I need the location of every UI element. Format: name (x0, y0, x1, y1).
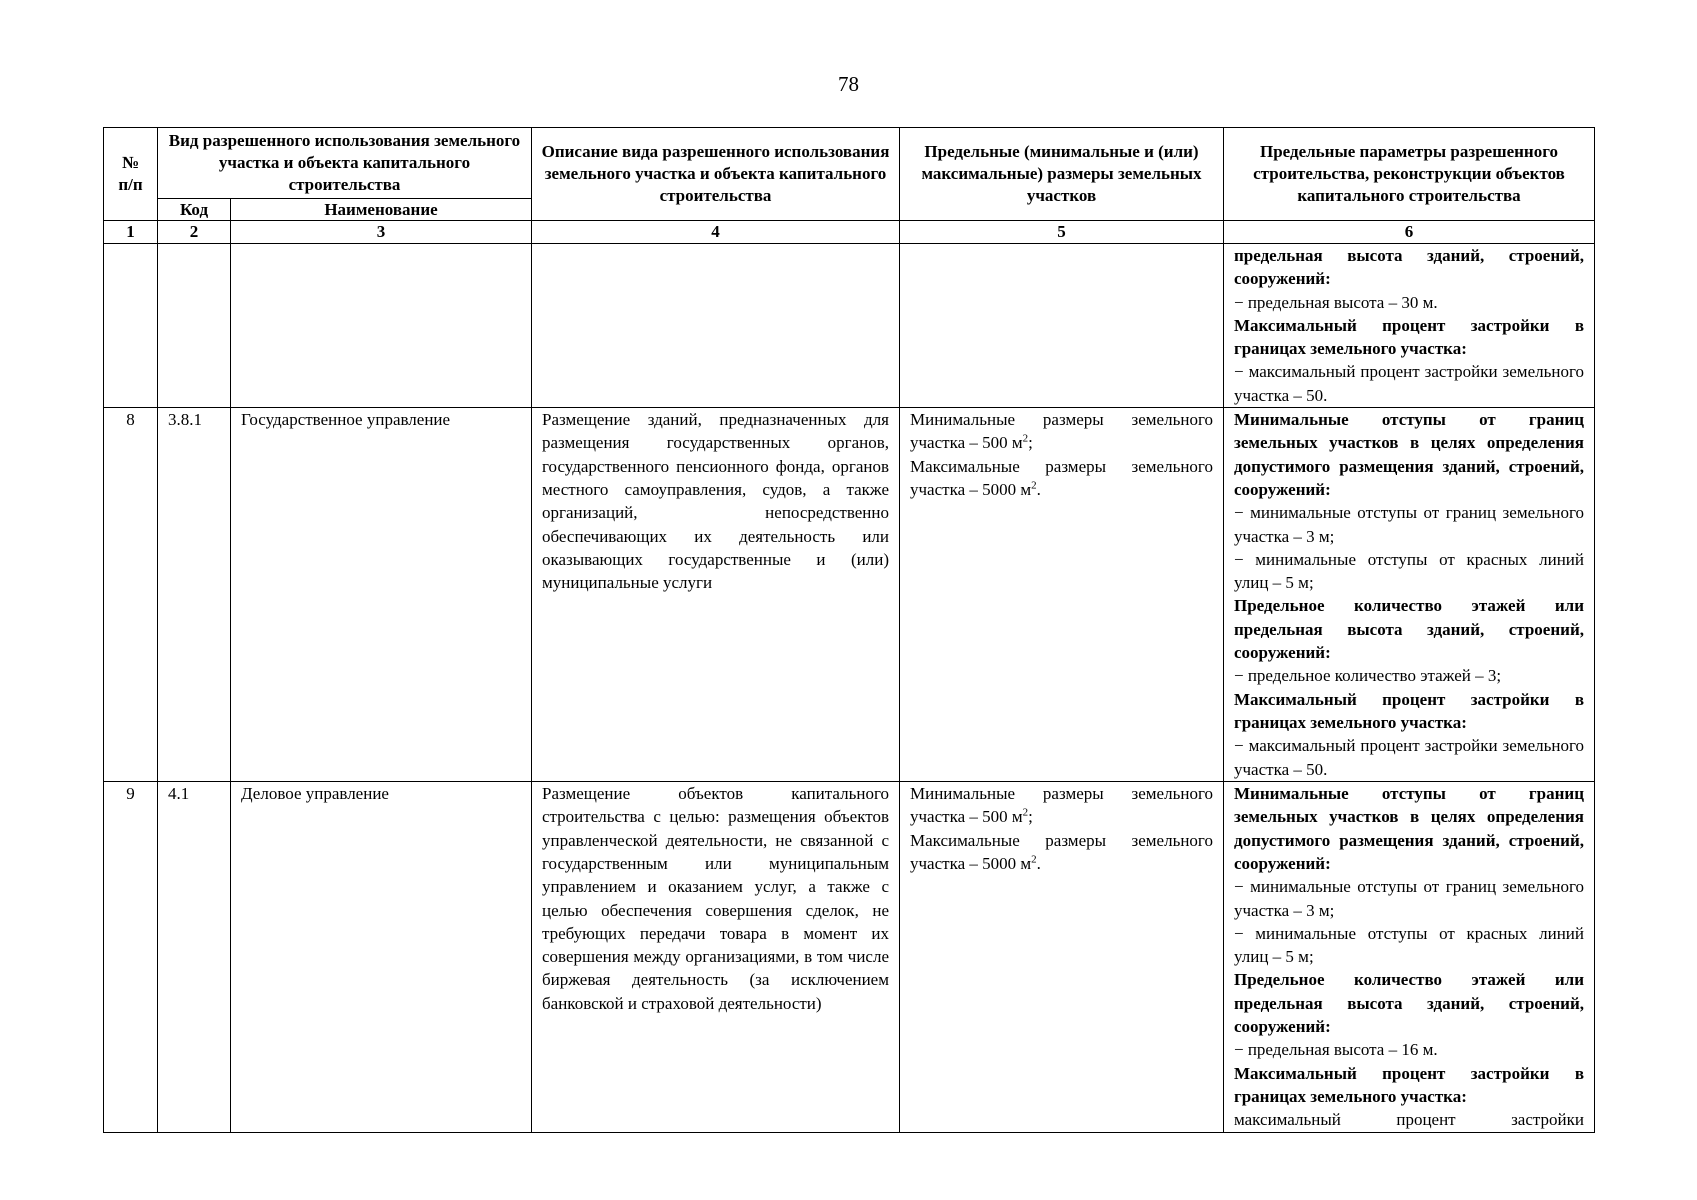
size-min-text: Минимальные размеры земельного участка – 500 м (910, 410, 1213, 453)
param-line: − максимальный процент застройки земельного участка – 50. (1234, 362, 1584, 405)
size-min-end: ; (1028, 807, 1033, 827)
cont-name-cell (231, 244, 532, 408)
param-line: − минимальные отступы от красных линий улиц – 5 м; (1234, 923, 1584, 967)
param-line: Минимальные отступы от границ земельных участков в целях определения допустимого размещения зданий, строений, сооружений: (1234, 784, 1584, 873)
header-sizes: Предельные (минимальные и (или) максимальные) размеры земельных участков (900, 128, 1224, 221)
param-line: − предельная высота – 16 м. (1234, 1040, 1438, 1060)
col-number-1: 1 (104, 221, 158, 244)
param-line: − минимальные отступы от красных линий улиц – 5 м; (1234, 549, 1584, 593)
table-row (104, 408, 1595, 782)
size-max (910, 829, 1213, 876)
row-number: 8 (104, 408, 158, 782)
row-name: Деловое управление (231, 782, 532, 1132)
header-description: Описание вида разрешенного использования земельного участка и объекта капитального строительства (532, 128, 900, 221)
cont-params-cell (1224, 244, 1595, 408)
row-code: 4.1 (158, 782, 231, 1132)
param-line: Максимальный процент застройки в границах земельного участка: (1234, 1063, 1584, 1106)
row-sizes (900, 408, 1224, 782)
size-min (910, 408, 1213, 455)
col-number-4: 4 (532, 221, 900, 244)
param-line: Минимальные отступы от границ земельных участков в целях определения допустимого размещения зданий, строений, сооружений: (1234, 410, 1584, 499)
param-line: Максимальный процент застройки в границах земельного участка: (1234, 315, 1584, 359)
col-number-6: 6 (1224, 221, 1595, 244)
cont-sizes-cell (900, 244, 1224, 408)
row-code: 3.8.1 (158, 408, 231, 782)
size-max-sup: 2 (1031, 479, 1037, 492)
row-description (532, 782, 900, 1132)
param-line: Предельное количество этажей или предельная высота зданий, строений, сооружений: (1234, 596, 1584, 663)
param-line: − минимальные отступы от границ земельного участка – 3 м; (1234, 503, 1584, 546)
row-params (1224, 782, 1595, 1132)
land-use-table (103, 127, 1595, 1133)
param-line: − максимальный процент застройки земельного участка – 50. (1234, 736, 1584, 779)
size-min (910, 782, 1213, 829)
param-line: максимальный процент застройки (1234, 1110, 1584, 1130)
page-number: 78 (838, 72, 859, 96)
header-vid-group: Вид разрешенного использования земельного участка и объекта капитального строительства (158, 128, 532, 199)
header-params: Предельные параметры разрешенного строительства, реконструкции объектов капитального строительства (1224, 128, 1595, 221)
size-max (910, 455, 1213, 502)
table-row (104, 782, 1595, 1132)
row-description (532, 408, 900, 782)
cont-num-cell (104, 244, 158, 408)
row-params (1224, 408, 1595, 782)
size-max-end: . (1036, 479, 1041, 499)
size-max-text: Максимальные размеры земельного участка – 5000 м (910, 456, 1213, 499)
size-max-end: . (1036, 853, 1041, 873)
param-line: Максимальный процент застройки в границах земельного участка: (1234, 689, 1584, 732)
size-min-end: ; (1028, 433, 1033, 453)
row-name: Государственное управление (231, 408, 532, 782)
size-max-sup: 2 (1031, 853, 1037, 866)
cont-description-cell (532, 244, 900, 408)
size-min-text: Минимальные размеры земельного участка – 500 м (910, 784, 1213, 827)
col-number-2: 2 (158, 221, 231, 244)
header-name: Наименование (231, 199, 532, 221)
header-num: № п/п (104, 128, 158, 221)
param-line: предельная высота зданий, строений, сооружений: (1234, 246, 1584, 289)
size-min-sup: 2 (1022, 432, 1029, 445)
description-text: Размещение объектов капитального строительства с целью: размещения объектов управленческой деятельности, не связанной с государственным или муниципальным управлением и оказанием услуг, а также с целью обеспечения совершения сделок, не требующих передачи товара в момент их совершения между организациями, в том числе биржевая деятельность (за исключением банковской и страховой деятельности) (542, 784, 889, 1013)
col-number-5: 5 (900, 221, 1224, 244)
size-max-text: Максимальные размеры земельного участка – 5000 м (910, 830, 1213, 873)
param-line: Предельное количество этажей или предельная высота зданий, строений, сооружений: (1234, 970, 1584, 1037)
size-min-sup: 2 (1022, 806, 1029, 819)
param-line: − предельная высота – 30 м. (1234, 292, 1438, 312)
param-line: − минимальные отступы от границ земельного участка – 3 м; (1234, 877, 1584, 920)
param-line: − предельное количество этажей – 3; (1234, 666, 1502, 686)
row-sizes (900, 782, 1224, 1132)
row-number: 9 (104, 782, 158, 1132)
description-text: Размещение зданий, предназначенных для размещения государственных органов, государственного пенсионного фонда, органов местного самоуправления, судов, а также организаций, непосредственно обеспечивающих их деятельность или оказывающих государственные и (или) муниципальные услуги (542, 410, 889, 593)
header-code: Код (158, 199, 231, 221)
col-number-3: 3 (231, 221, 532, 244)
table-row-continuation (104, 244, 1595, 408)
cont-code-cell (158, 244, 231, 408)
